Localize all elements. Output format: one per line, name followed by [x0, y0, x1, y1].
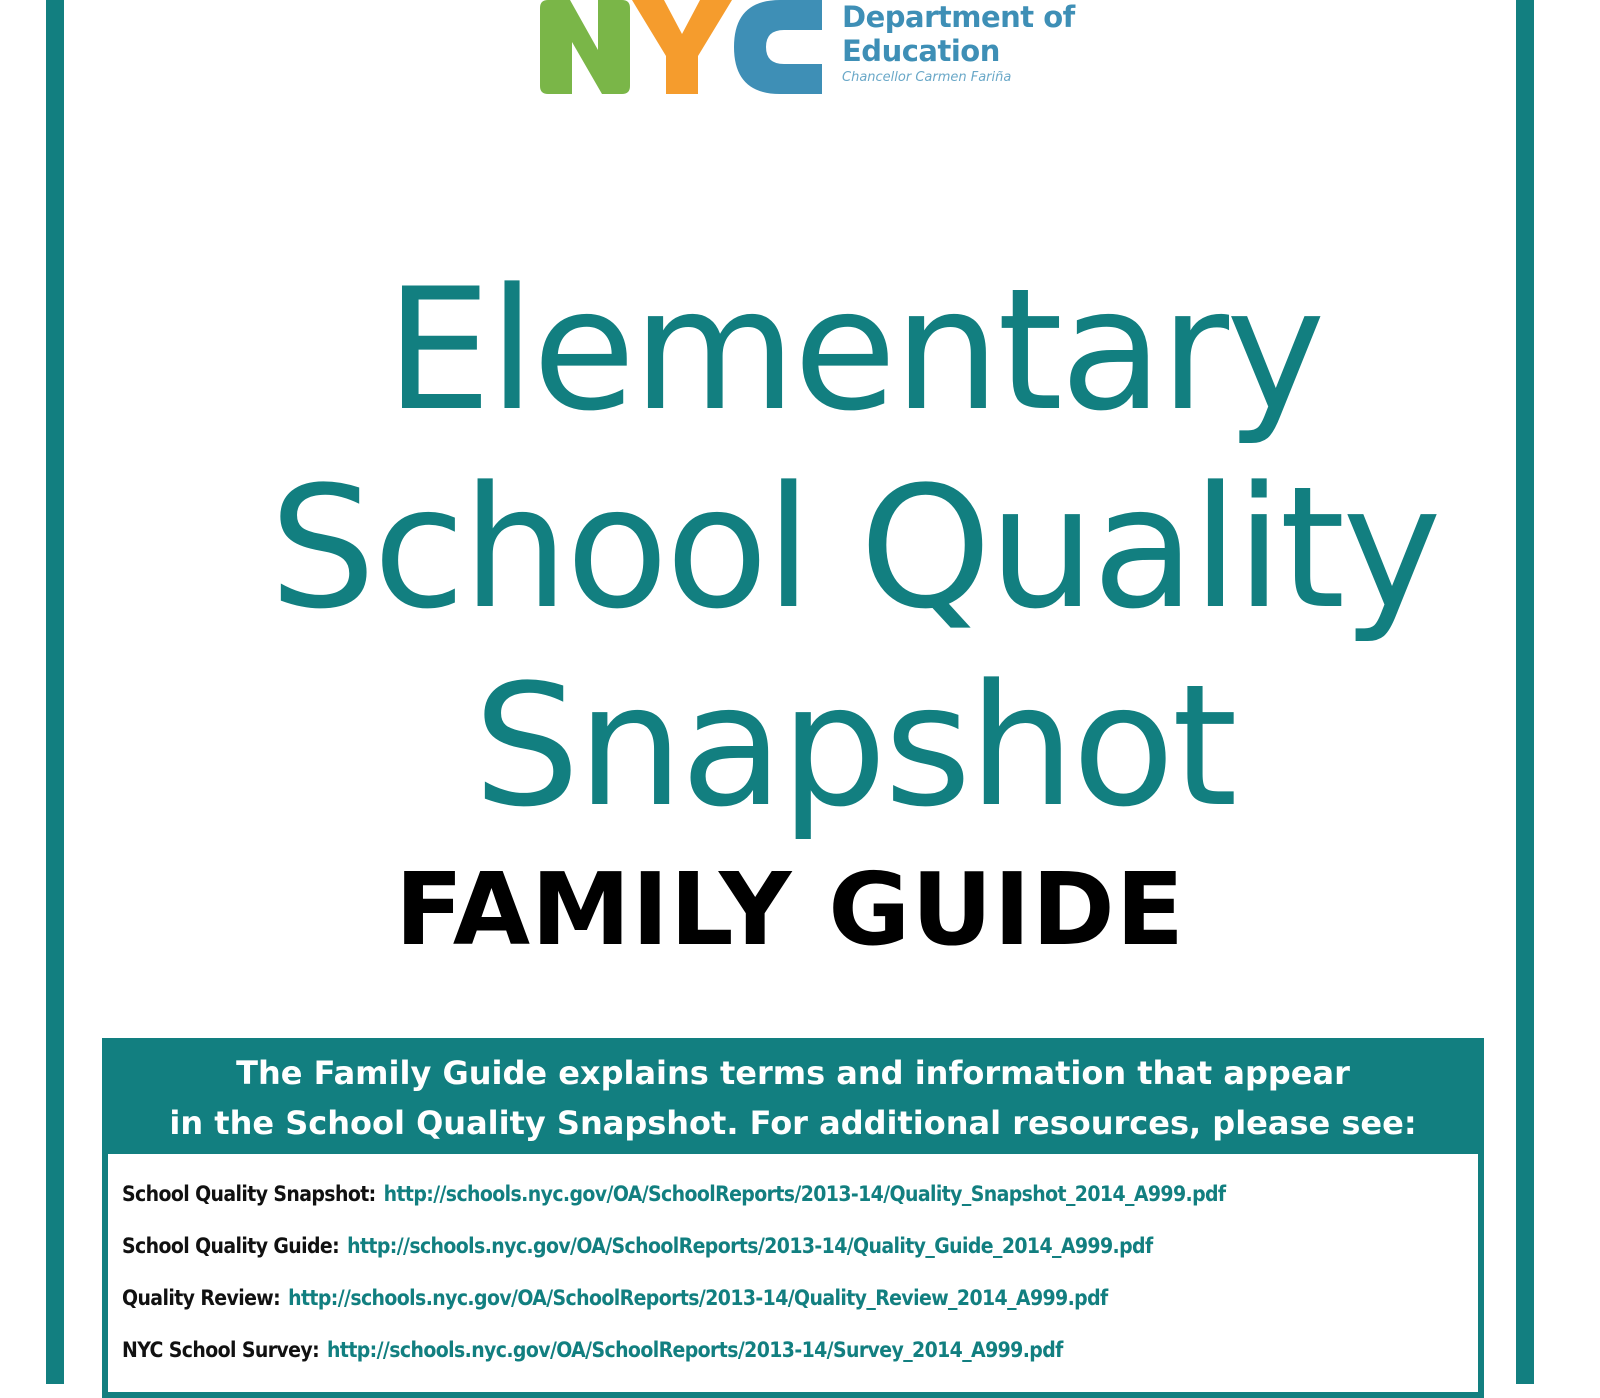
document-subtitle: FAMILY GUIDE	[394, 851, 1186, 968]
resources-intro-line-1: The Family Guide explains terms and information that appear	[236, 1054, 1350, 1092]
resources-intro-line-2: in the School Quality Snapshot. For additional resources, please see:	[169, 1104, 1417, 1142]
resource-item-survey	[122, 1324, 1464, 1376]
resource-label: School Quality Guide:	[122, 1234, 340, 1258]
resource-link-survey[interactable]: http://schools.nyc.gov/OA/SchoolReports/2013-14/Survey_2014_A999.pdf	[327, 1338, 1063, 1362]
resource-label: Quality Review:	[122, 1286, 281, 1310]
nyc-logo-mark-icon	[540, 0, 840, 100]
resources-list	[108, 1154, 1478, 1376]
logo-chancellor-text: Chancellor Carmen Fariña	[842, 70, 1012, 85]
page-frame-left	[46, 0, 64, 1384]
resource-item-quality-review	[122, 1272, 1464, 1324]
logo-department-text: Department of	[842, 0, 1075, 34]
resources-intro	[108, 1044, 1478, 1154]
logo-letter-n-icon	[540, 0, 630, 94]
title-line-school-quality: School Quality	[269, 450, 1439, 646]
logo-letter-c-icon	[734, 0, 822, 94]
resource-item-guide	[122, 1220, 1464, 1272]
resource-item-snapshot	[122, 1168, 1464, 1220]
title-line-snapshot: Snapshot	[473, 648, 1235, 844]
resource-link-quality-review[interactable]: http://schools.nyc.gov/OA/SchoolReports/2013-14/Quality_Review_2014_A999.pdf	[288, 1286, 1108, 1310]
resource-label: School Quality Snapshot:	[122, 1182, 376, 1206]
nyc-doe-logo	[540, 0, 1100, 100]
resource-label: NYC School Survey:	[122, 1338, 320, 1362]
resource-link-snapshot[interactable]: http://schools.nyc.gov/OA/SchoolReports/2013-14/Quality_Snapshot_2014_A999.pdf	[383, 1182, 1226, 1206]
resources-box	[102, 1038, 1484, 1398]
resource-link-guide[interactable]: http://schools.nyc.gov/OA/SchoolReports/2013-14/Quality_Guide_2014_A999.pdf	[347, 1234, 1153, 1258]
logo-education-text: Education	[842, 34, 1000, 68]
logo-letter-y-icon	[632, 0, 732, 94]
title-line-elementary: Elementary	[385, 252, 1323, 448]
